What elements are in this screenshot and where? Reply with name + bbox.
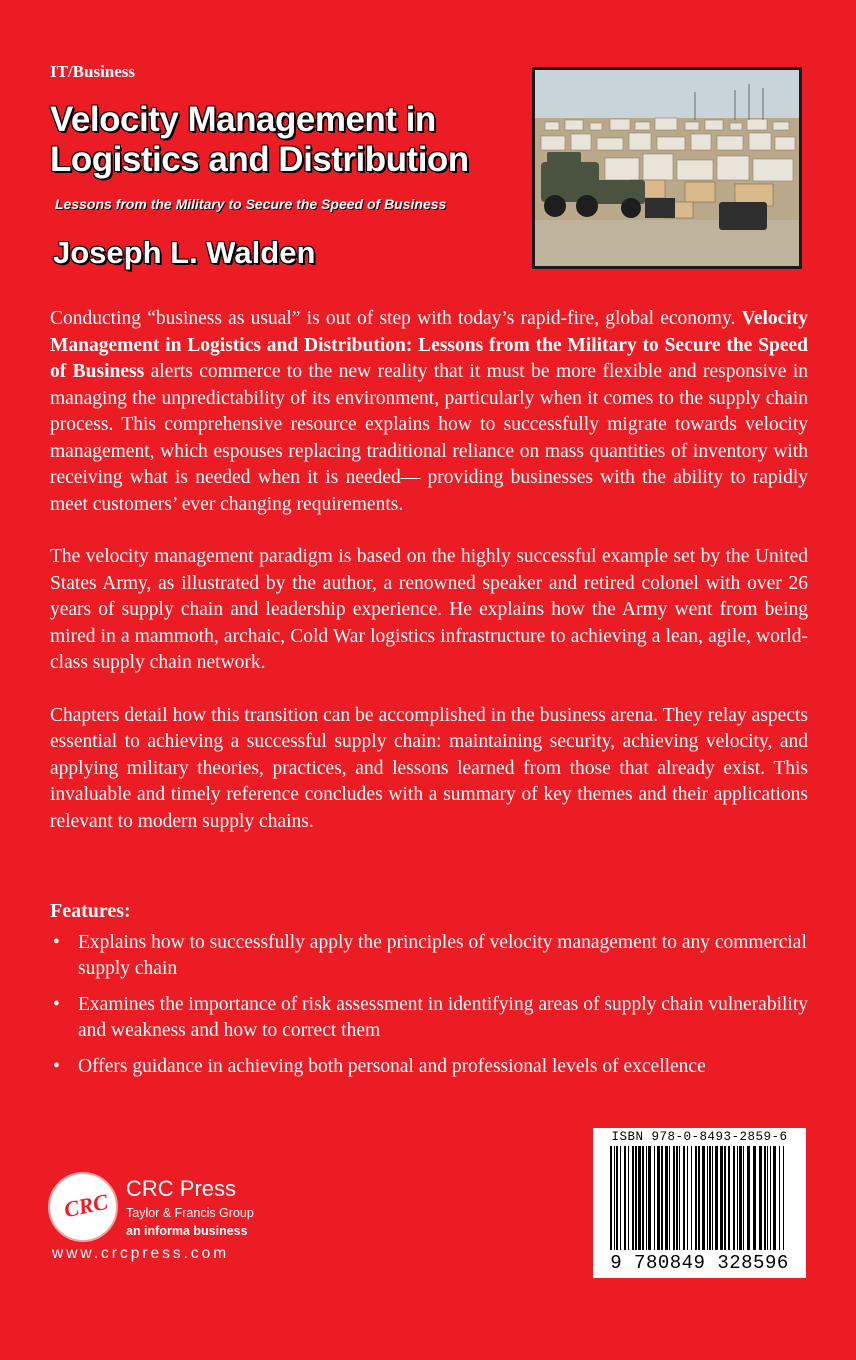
bullet-icon: • xyxy=(53,932,60,953)
isbn-barcode xyxy=(593,1128,806,1278)
bullet-icon: • xyxy=(53,994,60,1015)
author-name: Joseph L. Walden xyxy=(53,235,316,270)
description-bold-title: Velocity Management in Logistics and Distribution: Lessons from the Military to Secure the Speed of Business xyxy=(50,308,808,382)
publisher-name: CRC Press xyxy=(126,1176,237,1201)
features-heading: Features: xyxy=(50,900,131,922)
description-intro: Conducting “business as usual” is out of step with today’s rapid-fire, global economy. xyxy=(50,308,742,329)
logo-text: CRC xyxy=(61,1188,111,1223)
publisher-tagline: an informa business xyxy=(126,1224,248,1238)
description-rest: alerts commerce to the new reality that it must be more flexible and responsive in managing the unpredictability of its environment, particularly when it comes to the supply chain process. This comprehensive resource explains how to successfully migrate towards velocity management, which espouses replacing traditional reliance on mass quantities of inventory with receiving what is needed when it is needed— providing businesses with the ability to rapidly meet customers’ ever changing requirements. xyxy=(50,361,808,515)
feature-item xyxy=(50,992,810,1044)
feature-text: Examines the importance of risk assessment in identifying areas of supply chain vulnerability and weakness and how to correct them xyxy=(78,994,808,1041)
military-supply-yard-image xyxy=(535,70,799,266)
feature-item xyxy=(50,1054,810,1080)
description xyxy=(50,306,808,861)
description-paragraph-1 xyxy=(50,306,808,518)
crc-logo-icon xyxy=(48,1172,118,1242)
barcode-bars-icon xyxy=(608,1146,791,1252)
feature-text: Offers guidance in achieving both personal and professional levels of excellence xyxy=(78,1056,706,1077)
description-paragraph-3: Chapters detail how this transition can be accomplished in the business arena. They relay aspects essential to achieving a successful supply chain: maintaining security, achieving velocity, and applying military theories, practices, and lessons learned from those that already exist. This invaluable and timely reference concludes with a summary of key themes and their applications relevant to modern supply chains. xyxy=(50,704,808,832)
features-list xyxy=(50,930,810,1090)
book-subtitle: Lessons from the Military to Secure the Speed of Business xyxy=(55,196,447,212)
isbn-label: ISBN 978-0-8493-2859-6 xyxy=(611,1130,788,1144)
category-label: IT/Business xyxy=(50,62,136,81)
cover-photo xyxy=(532,67,802,269)
publisher-website: www.crcpress.com xyxy=(52,1245,230,1262)
barcode-digits: 9 780849 328596 xyxy=(610,1252,789,1274)
book-title: Velocity Management in Logistics and Distribution xyxy=(50,100,469,179)
feature-item xyxy=(50,930,810,982)
publisher-group: Taylor & Francis Group xyxy=(126,1206,254,1220)
bullet-icon: • xyxy=(53,1056,60,1077)
description-paragraph-2: The velocity management paradigm is based on the highly successful example set by the United States Army, as illustrated by the author, a renowned speaker and retired colonel with over 26 years of supply chain and leadership experience. He explains how the Army went from being mired in a mammoth, archaic, Cold War logistics infrastructure to achieving a lean, agile, world-class supply chain network. xyxy=(50,546,808,673)
feature-text: Explains how to successfully apply the principles of velocity management to any commercial supply chain xyxy=(78,932,807,979)
